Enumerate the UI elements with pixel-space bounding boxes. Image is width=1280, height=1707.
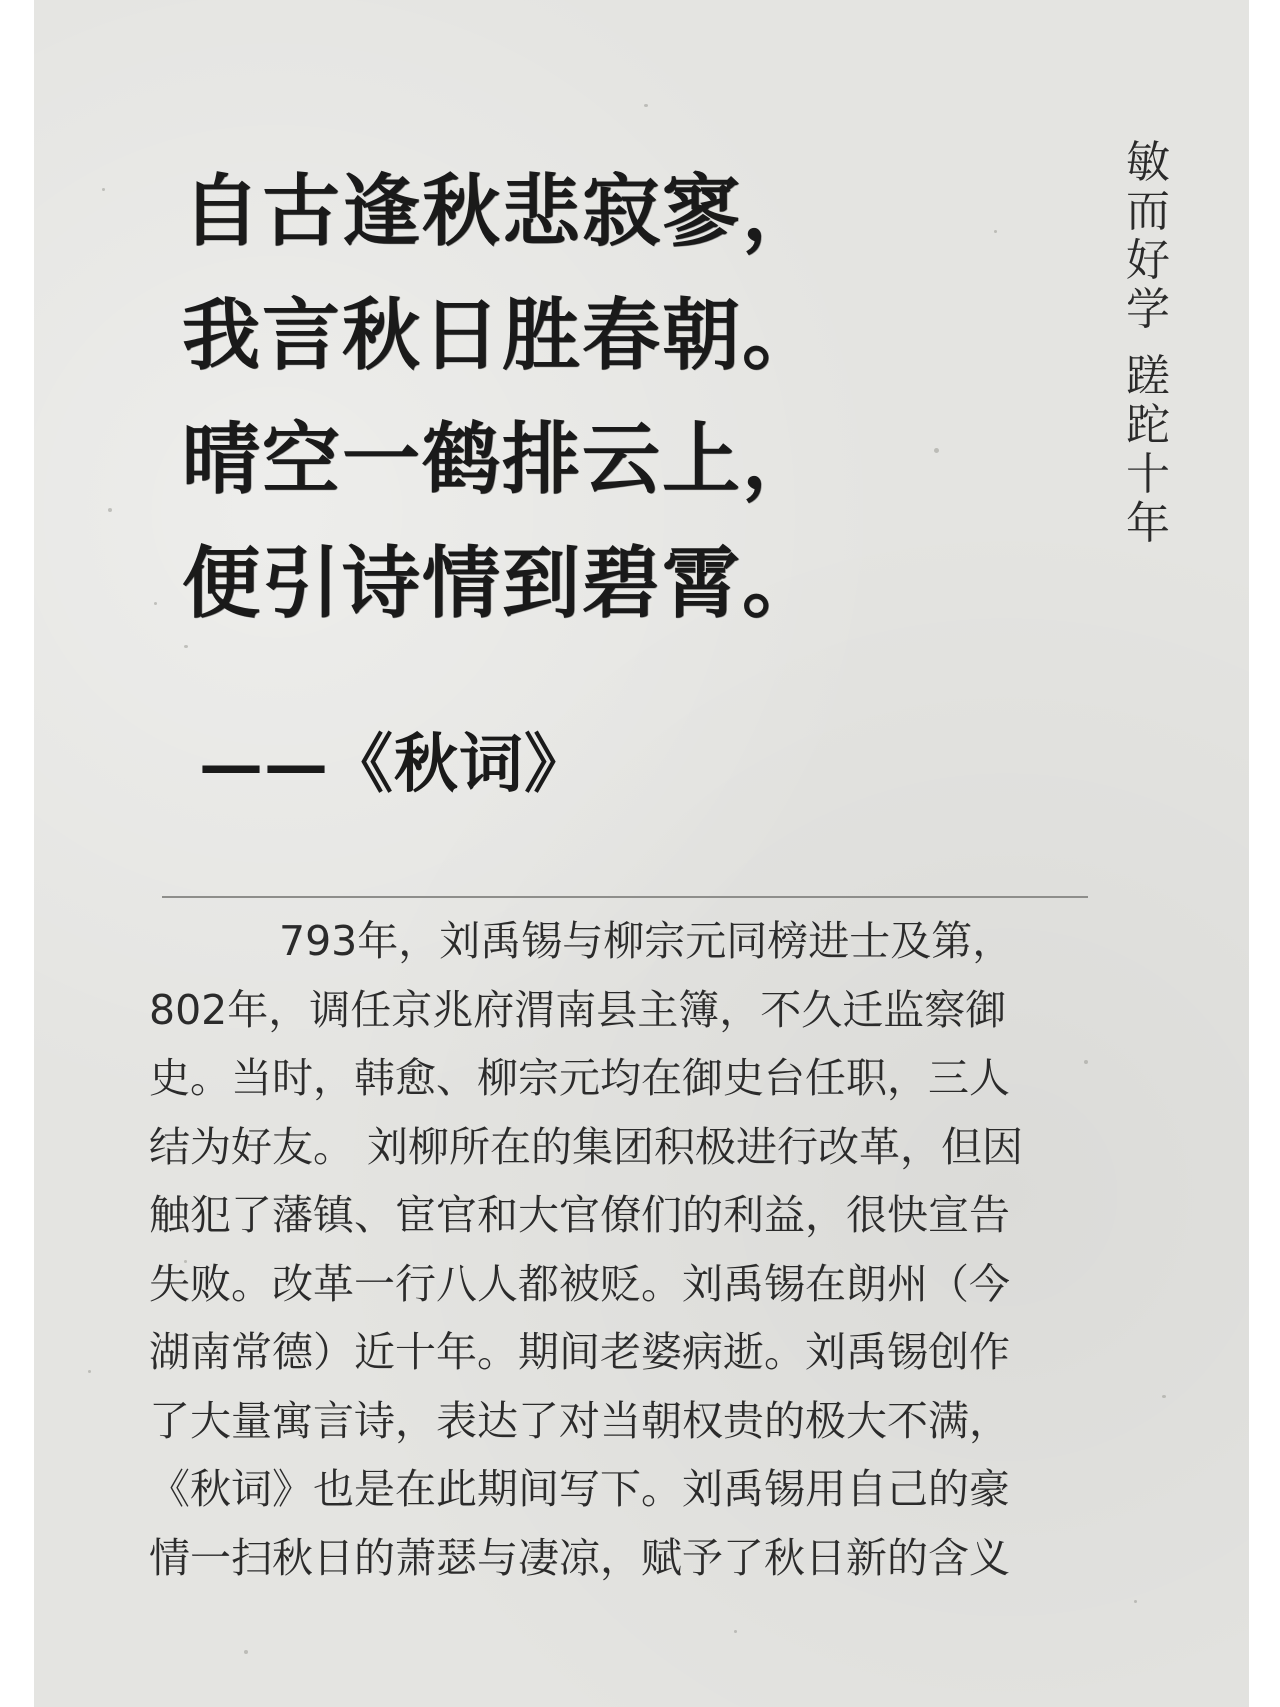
paper-speck: [934, 448, 939, 453]
side-label-char: 十: [1126, 449, 1170, 500]
side-label-char: 年: [1126, 498, 1170, 549]
paper-speck: [244, 1650, 248, 1654]
poem-line: 我言秋日胜春朝。: [182, 290, 823, 381]
paper-speck: [644, 104, 648, 107]
divider-line: [162, 896, 1088, 898]
paper-speck: [1162, 1395, 1166, 1398]
prose-paragraph: [149, 907, 1109, 1592]
paper-speck: [1134, 1600, 1137, 1603]
prose-line: 了大量寓言诗，表达了对当朝权贵的极大不满，: [149, 1396, 1010, 1445]
prose-line: 《秋词》也是在此期间写下。刘禹锡用自己的豪: [149, 1465, 1010, 1513]
prose-line: 情一扫秋日的萧瑟与凄凉，赋予了秋日新的含义: [149, 1533, 1010, 1582]
paper-speck: [108, 508, 112, 512]
side-label-char: 蹉: [1126, 351, 1170, 402]
prose-line: 793年，刘禹锡与柳宗元同榜进士及第，: [279, 917, 1014, 965]
side-label-char: 学: [1126, 284, 1170, 335]
paper-speck: [102, 188, 105, 191]
prose-line: 触犯了藩镇、宦官和大官僚们的利益，很快宣告: [149, 1191, 1010, 1239]
paper-page: [34, 0, 1249, 1707]
prose-line: 失败。改革一行八人都被贬。刘禹锡在朗州（今: [149, 1259, 1010, 1308]
poem-block: [182, 150, 822, 646]
paper-speck: [734, 1630, 737, 1633]
side-label-char: 而: [1126, 186, 1170, 237]
side-label: [1120, 138, 1176, 548]
prose-line: 史。当时，韩愈、柳宗元均在御史台任职，三人: [149, 1054, 1010, 1102]
prose-line: 802年，调任京兆府渭南县主簿，不久迁监察御: [149, 985, 1007, 1034]
paper-speck: [88, 1370, 91, 1373]
side-label-char: 好: [1126, 235, 1170, 286]
side-label-char: 跎: [1126, 400, 1170, 451]
poem-line: 自古逢秋悲寂寥，: [182, 166, 823, 257]
poem-line: 便引诗情到碧霄。: [182, 538, 823, 629]
poem-line: 晴空一鹤排云上，: [182, 414, 823, 505]
side-label-char: 敏: [1126, 137, 1170, 188]
poem-source: ——《秋词》: [199, 727, 589, 802]
paper-speck: [994, 230, 997, 233]
paper-speck: [154, 602, 157, 605]
prose-line: 湖南常德）近十年。期间老婆病逝。刘禹锡创作: [149, 1328, 1010, 1376]
prose-line: 结为好友。 刘柳所在的集团积极进行改革，但因: [149, 1122, 1024, 1171]
